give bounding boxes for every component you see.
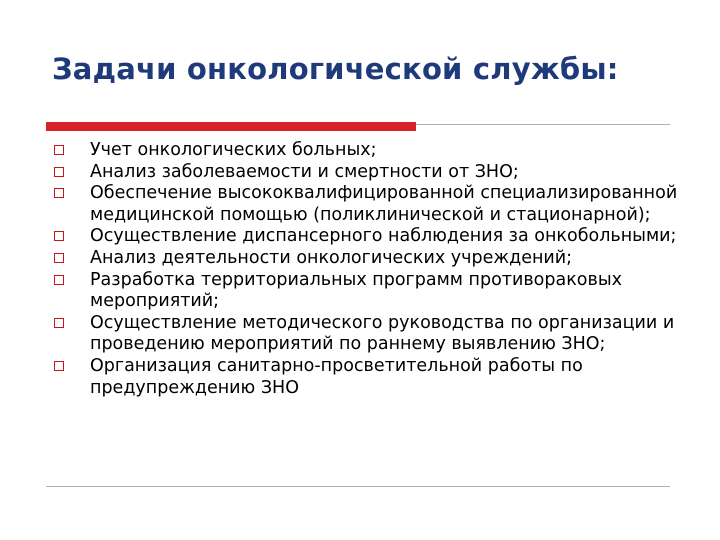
list-item <box>52 226 682 248</box>
square-bullet-icon <box>54 275 64 285</box>
list-item <box>52 270 682 313</box>
square-bullet-icon <box>54 145 64 155</box>
list-item-text: Анализ заболеваемости и смертности от ЗНО; <box>90 161 519 182</box>
bottom-divider <box>46 486 670 487</box>
list-item <box>52 140 682 162</box>
accent-bar <box>46 122 416 131</box>
list-item-text: Осуществление диспансерного наблюдения за онкобольными; <box>90 226 677 247</box>
square-bullet-icon <box>54 231 64 241</box>
square-bullet-icon <box>54 167 64 177</box>
list-item <box>52 313 682 356</box>
task-list <box>52 140 682 399</box>
list-item-text: Разработка территориальных программ противораковых мероприятий; <box>90 269 622 312</box>
square-bullet-icon <box>54 318 64 328</box>
square-bullet-icon <box>54 361 64 371</box>
list-item-text: Учет онкологических больных; <box>90 140 377 160</box>
list-item-text: Организация санитарно-просветительной работы по предупреждению ЗНО <box>90 355 583 398</box>
slide-title: Задачи онкологической службы: <box>52 52 619 86</box>
list-item <box>52 248 682 270</box>
square-bullet-icon <box>54 253 64 263</box>
list-item-text: Осуществление методического руководства по организации и проведению мероприятий по раннему выявлению ЗНО; <box>90 312 675 355</box>
list-item <box>52 183 682 226</box>
list-item-text: Анализ деятельности онкологических учреждений; <box>90 247 573 268</box>
square-bullet-icon <box>54 188 64 198</box>
list-item-text: Обеспечение высококвалифицированной специализированной медицинской помощью (поликлинической и стационарной); <box>90 183 678 225</box>
list-item <box>52 162 682 184</box>
list-item <box>52 356 682 399</box>
